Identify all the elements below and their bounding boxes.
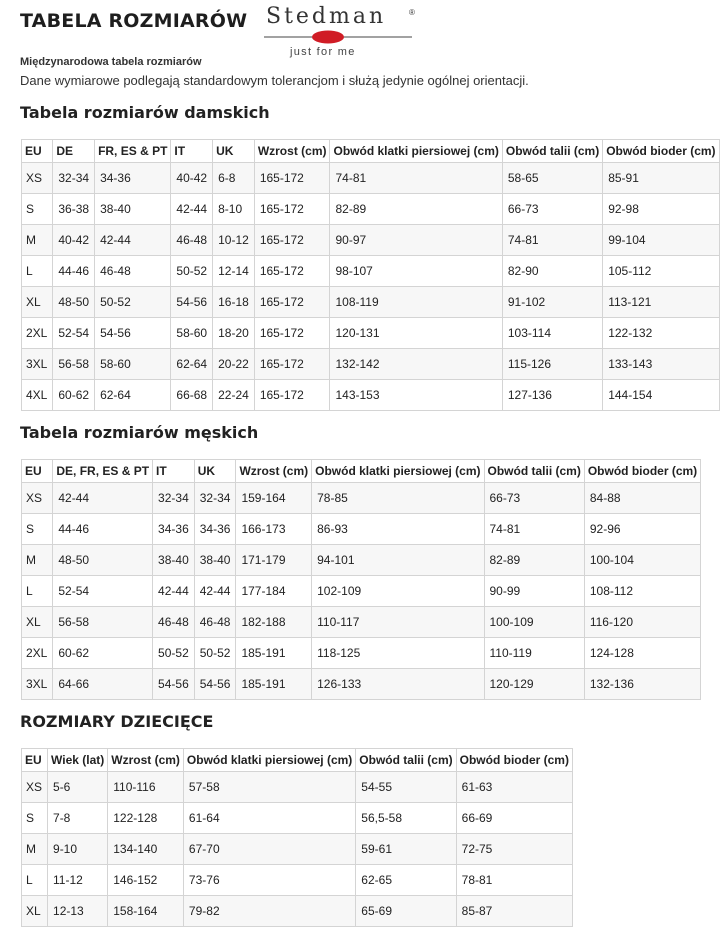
logo-registered-mark: ® [409, 8, 415, 17]
table-cell: 73-76 [183, 865, 355, 896]
table-cell: 16-18 [213, 287, 255, 318]
table-cell: 50-52 [153, 638, 195, 669]
table-cell: 116-120 [584, 607, 700, 638]
column-header: DE [53, 140, 95, 163]
table-cell: 32-34 [153, 483, 195, 514]
table-cell: 133-143 [603, 349, 719, 380]
table-cell: 66-73 [484, 483, 584, 514]
table-cell: 82-90 [502, 256, 602, 287]
table-cell: 12-13 [48, 896, 108, 927]
size-label-cell: L [22, 576, 53, 607]
table-cell: 42-44 [53, 483, 153, 514]
table-cell: 132-142 [330, 349, 502, 380]
table-cell: 82-89 [330, 194, 502, 225]
size-label-cell: S [22, 803, 48, 834]
column-header: DE, FR, ES & PT [53, 460, 153, 483]
table-cell: 38-40 [95, 194, 171, 225]
table-cell: 58-60 [171, 318, 213, 349]
table-cell: 92-98 [603, 194, 719, 225]
table-cell: 86-93 [312, 514, 484, 545]
table-cell: 182-188 [236, 607, 312, 638]
table-cell: 166-173 [236, 514, 312, 545]
logo-tagline: just for me [290, 46, 356, 58]
table-cell: 79-82 [183, 896, 355, 927]
kids-table-heading: ROZMIARY DZIECIĘCE [20, 712, 214, 731]
table-cell: 60-62 [53, 638, 153, 669]
table-cell: 165-172 [254, 287, 330, 318]
table-cell: 146-152 [108, 865, 184, 896]
table-cell: 54-55 [356, 772, 456, 803]
column-header: UK [213, 140, 255, 163]
table-cell: 113-121 [603, 287, 719, 318]
table-cell: 94-101 [312, 545, 484, 576]
table-cell: 165-172 [254, 163, 330, 194]
table-cell: 84-88 [584, 483, 700, 514]
column-header: EU [22, 460, 53, 483]
table-cell: 159-164 [236, 483, 312, 514]
table-cell: 78-85 [312, 483, 484, 514]
table-cell: 115-126 [502, 349, 602, 380]
table-cell: 165-172 [254, 256, 330, 287]
table-cell: 7-8 [48, 803, 108, 834]
table-cell: 82-89 [484, 545, 584, 576]
table-cell: 52-54 [53, 576, 153, 607]
size-label-cell: XS [22, 163, 53, 194]
table-cell: 165-172 [254, 318, 330, 349]
size-label-cell: L [22, 256, 53, 287]
stedman-logo [262, 4, 422, 66]
size-label-cell: 3XL [22, 669, 53, 700]
table-cell: 42-44 [194, 576, 236, 607]
table-cell: 22-24 [213, 380, 255, 411]
column-header: Obwód talii (cm) [502, 140, 602, 163]
table-cell: 32-34 [194, 483, 236, 514]
table-cell: 38-40 [153, 545, 195, 576]
column-header: Obwód klatki piersiowej (cm) [183, 749, 355, 772]
table-cell: 90-99 [484, 576, 584, 607]
men-header-row [22, 460, 701, 483]
table-cell: 46-48 [194, 607, 236, 638]
table-cell: 62-64 [171, 349, 213, 380]
table-row [22, 163, 720, 194]
table-cell: 99-104 [603, 225, 719, 256]
table-cell: 8-10 [213, 194, 255, 225]
men-size-table [21, 459, 701, 700]
table-cell: 32-34 [53, 163, 95, 194]
women-header-row [22, 140, 720, 163]
column-header: Obwód klatki piersiowej (cm) [312, 460, 484, 483]
column-header: FR, ES & PT [95, 140, 171, 163]
table-cell: 118-125 [312, 638, 484, 669]
table-cell: 105-112 [603, 256, 719, 287]
table-cell: 110-119 [484, 638, 584, 669]
size-label-cell: XL [22, 287, 53, 318]
table-cell: 85-91 [603, 163, 719, 194]
table-cell: 122-132 [603, 318, 719, 349]
table-cell: 90-97 [330, 225, 502, 256]
table-cell: 61-63 [456, 772, 572, 803]
column-header: IT [153, 460, 195, 483]
table-cell: 12-14 [213, 256, 255, 287]
page-subtitle: Międzynarodowa tabela rozmiarów [20, 56, 202, 68]
size-label-cell: M [22, 834, 48, 865]
women-table-heading: Tabela rozmiarów damskich [20, 103, 270, 122]
size-label-cell: S [22, 514, 53, 545]
table-row [22, 607, 701, 638]
table-row [22, 576, 701, 607]
size-label-cell: L [22, 865, 48, 896]
table-cell: 38-40 [194, 545, 236, 576]
table-row [22, 225, 720, 256]
table-cell: 65-69 [356, 896, 456, 927]
table-row [22, 803, 573, 834]
table-cell: 54-56 [194, 669, 236, 700]
table-cell: 48-50 [53, 545, 153, 576]
table-cell: 42-44 [153, 576, 195, 607]
table-row [22, 772, 573, 803]
tolerance-note: Dane wymiarowe podlegają standardowym tolerancjom i służą jedynie ogólnej orientacji. [20, 73, 529, 88]
column-header: Wzrost (cm) [236, 460, 312, 483]
table-cell: 134-140 [108, 834, 184, 865]
column-header: IT [171, 140, 213, 163]
table-cell: 92-96 [584, 514, 700, 545]
table-cell: 56,5-58 [356, 803, 456, 834]
table-row [22, 545, 701, 576]
size-label-cell: S [22, 194, 53, 225]
table-row [22, 834, 573, 865]
logo-swoosh-icon [262, 30, 422, 44]
table-cell: 64-66 [53, 669, 153, 700]
column-header: Obwód talii (cm) [484, 460, 584, 483]
table-cell: 56-58 [53, 349, 95, 380]
table-cell: 50-52 [171, 256, 213, 287]
table-cell: 171-179 [236, 545, 312, 576]
table-row [22, 318, 720, 349]
column-header: Wiek (lat) [48, 749, 108, 772]
table-row [22, 194, 720, 225]
table-cell: 10-12 [213, 225, 255, 256]
table-cell: 102-109 [312, 576, 484, 607]
table-cell: 54-56 [95, 318, 171, 349]
table-cell: 58-65 [502, 163, 602, 194]
table-cell: 158-164 [108, 896, 184, 927]
size-label-cell: M [22, 225, 53, 256]
size-label-cell: 3XL [22, 349, 53, 380]
table-row [22, 865, 573, 896]
table-cell: 165-172 [254, 194, 330, 225]
column-header: EU [22, 140, 53, 163]
table-cell: 52-54 [53, 318, 95, 349]
table-cell: 67-70 [183, 834, 355, 865]
table-cell: 48-50 [53, 287, 95, 318]
table-cell: 98-107 [330, 256, 502, 287]
table-cell: 124-128 [584, 638, 700, 669]
table-cell: 165-172 [254, 380, 330, 411]
table-cell: 100-109 [484, 607, 584, 638]
table-row [22, 287, 720, 318]
table-cell: 143-153 [330, 380, 502, 411]
column-header: Obwód bioder (cm) [456, 749, 572, 772]
table-row [22, 514, 701, 545]
table-cell: 185-191 [236, 638, 312, 669]
logo-brand-text: Stedman [266, 4, 387, 29]
table-row [22, 896, 573, 927]
table-cell: 61-64 [183, 803, 355, 834]
column-header: Wzrost (cm) [108, 749, 184, 772]
size-label-cell: XL [22, 607, 53, 638]
table-cell: 34-36 [153, 514, 195, 545]
table-cell: 40-42 [53, 225, 95, 256]
table-cell: 34-36 [194, 514, 236, 545]
table-cell: 42-44 [171, 194, 213, 225]
table-cell: 144-154 [603, 380, 719, 411]
page-title: TABELA ROZMIARÓW [20, 10, 248, 32]
table-cell: 62-65 [356, 865, 456, 896]
table-cell: 56-58 [53, 607, 153, 638]
table-cell: 46-48 [95, 256, 171, 287]
table-cell: 110-117 [312, 607, 484, 638]
table-row [22, 638, 701, 669]
size-label-cell: XL [22, 896, 48, 927]
table-cell: 66-69 [456, 803, 572, 834]
size-label-cell: XS [22, 772, 48, 803]
table-cell: 62-64 [95, 380, 171, 411]
column-header: Wzrost (cm) [254, 140, 330, 163]
column-header: UK [194, 460, 236, 483]
table-cell: 122-128 [108, 803, 184, 834]
table-cell: 78-81 [456, 865, 572, 896]
table-cell: 74-81 [502, 225, 602, 256]
size-label-cell: 4XL [22, 380, 53, 411]
table-cell: 74-81 [330, 163, 502, 194]
table-cell: 50-52 [194, 638, 236, 669]
table-row [22, 380, 720, 411]
table-cell: 100-104 [584, 545, 700, 576]
table-row [22, 349, 720, 380]
table-row [22, 256, 720, 287]
column-header: Obwód klatki piersiowej (cm) [330, 140, 502, 163]
table-cell: 5-6 [48, 772, 108, 803]
table-cell: 91-102 [502, 287, 602, 318]
women-size-table [21, 139, 720, 411]
table-cell: 46-48 [171, 225, 213, 256]
table-cell: 127-136 [502, 380, 602, 411]
table-cell: 11-12 [48, 865, 108, 896]
table-cell: 165-172 [254, 225, 330, 256]
table-cell: 177-184 [236, 576, 312, 607]
table-cell: 40-42 [171, 163, 213, 194]
table-cell: 6-8 [213, 163, 255, 194]
kids-size-table [21, 748, 573, 927]
size-label-cell: 2XL [22, 318, 53, 349]
table-cell: 57-58 [183, 772, 355, 803]
column-header: Obwód bioder (cm) [603, 140, 719, 163]
column-header: EU [22, 749, 48, 772]
table-cell: 9-10 [48, 834, 108, 865]
column-header: Obwód bioder (cm) [584, 460, 700, 483]
table-cell: 44-46 [53, 514, 153, 545]
table-cell: 108-112 [584, 576, 700, 607]
table-cell: 18-20 [213, 318, 255, 349]
table-cell: 132-136 [584, 669, 700, 700]
table-row [22, 483, 701, 514]
table-cell: 60-62 [53, 380, 95, 411]
size-label-cell: 2XL [22, 638, 53, 669]
table-cell: 120-131 [330, 318, 502, 349]
table-cell: 50-52 [95, 287, 171, 318]
table-cell: 85-87 [456, 896, 572, 927]
table-cell: 54-56 [153, 669, 195, 700]
table-cell: 103-114 [502, 318, 602, 349]
table-cell: 72-75 [456, 834, 572, 865]
table-cell: 46-48 [153, 607, 195, 638]
table-cell: 44-46 [53, 256, 95, 287]
table-cell: 108-119 [330, 287, 502, 318]
table-row [22, 669, 701, 700]
table-cell: 126-133 [312, 669, 484, 700]
table-cell: 20-22 [213, 349, 255, 380]
table-cell: 54-56 [171, 287, 213, 318]
men-table-heading: Tabela rozmiarów męskich [20, 423, 259, 442]
column-header: Obwód talii (cm) [356, 749, 456, 772]
table-cell: 120-129 [484, 669, 584, 700]
table-cell: 36-38 [53, 194, 95, 225]
table-cell: 165-172 [254, 349, 330, 380]
size-label-cell: XS [22, 483, 53, 514]
table-cell: 185-191 [236, 669, 312, 700]
table-cell: 110-116 [108, 772, 184, 803]
table-cell: 66-68 [171, 380, 213, 411]
size-label-cell: M [22, 545, 53, 576]
table-cell: 59-61 [356, 834, 456, 865]
kids-header-row [22, 749, 573, 772]
table-cell: 42-44 [95, 225, 171, 256]
table-cell: 34-36 [95, 163, 171, 194]
table-cell: 58-60 [95, 349, 171, 380]
table-cell: 66-73 [502, 194, 602, 225]
table-cell: 74-81 [484, 514, 584, 545]
